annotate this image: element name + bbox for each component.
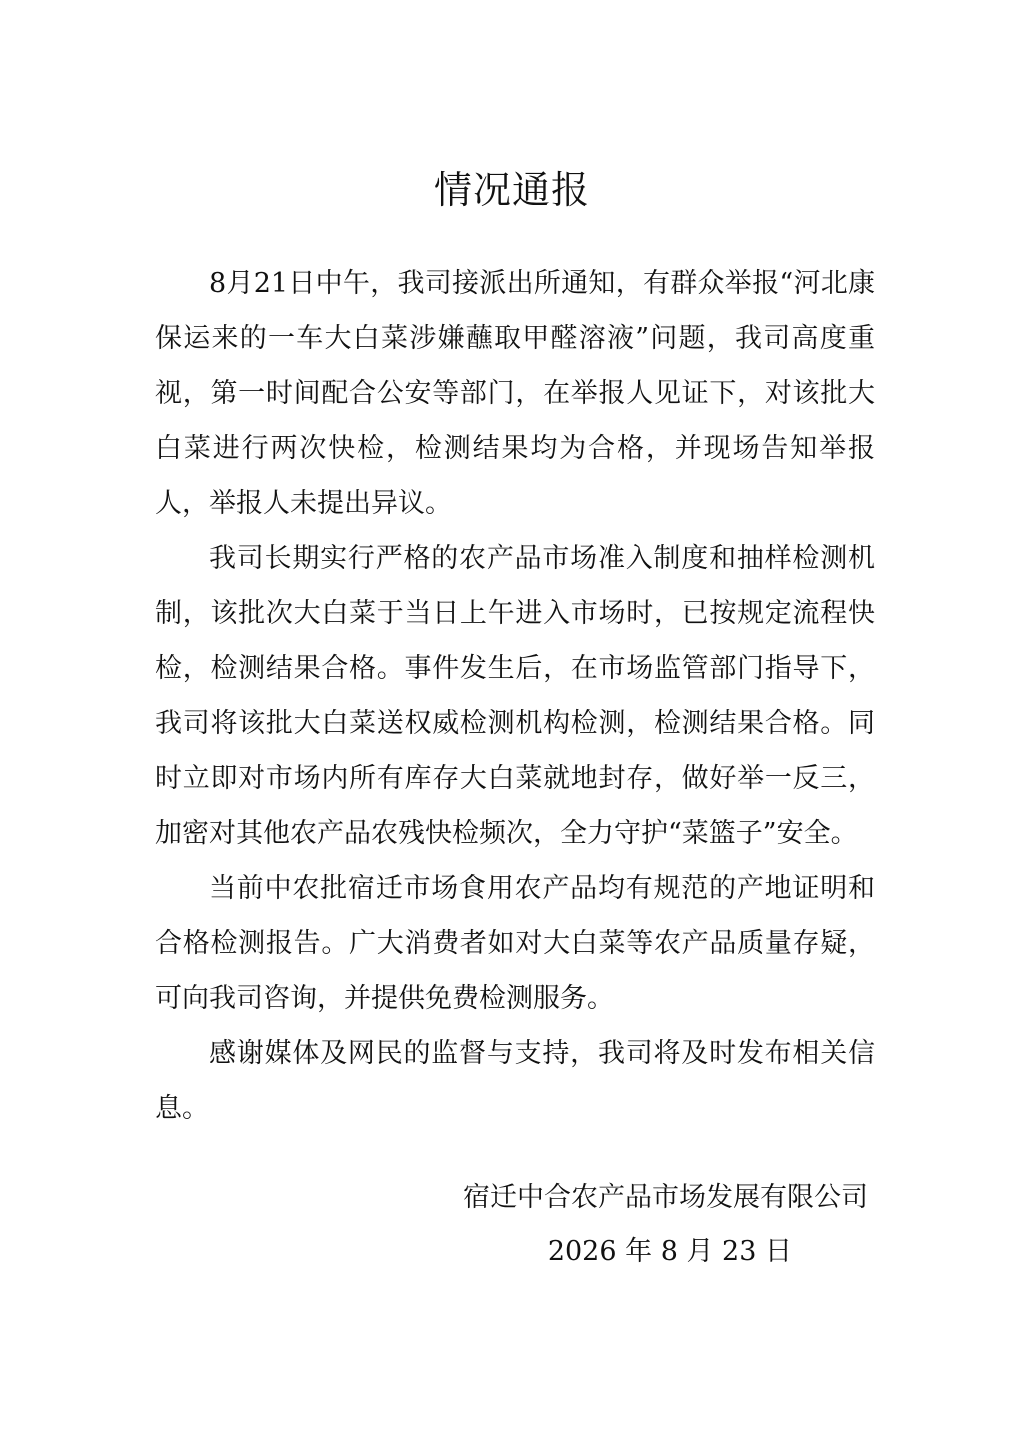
document-title: 情况通报	[433, 168, 590, 212]
paragraph-1: 8月21日中午，我司接派出所通知，有群众举报“河北康保运来的一车大白菜涉嫌蘸取甲醛溶液”问题，我司高度重视，第一时间配合公安等部门，在举报人见证下，对该批大白菜进行两次快检，检测结果均为合格，并现场告知举报人，举报人未提出异议。	[155, 268, 875, 519]
paragraph-4: 感谢媒体及网民的监督与支持，我司将及时发布相关信息。	[155, 1038, 875, 1124]
signature-organization: 宿迁中合农产品市场发展有限公司	[463, 1182, 868, 1213]
paragraph-2: 我司长期实行严格的农产品市场准入制度和抽样检测机制，该批次大白菜于当日上午进入市场时，已按规定流程快检，检测结果合格。事件发生后，在市场监管部门指导下，我司将该批大白菜送权威检测机构检测，检测结果合格。同时立即对市场内所有库存大白菜就地封存，做好举一反三，加密对其他农产品农残快检频次，全力守护“菜篮子”安全。	[155, 543, 875, 849]
signature-date: 2026 年 8 月 23 日	[547, 1236, 792, 1267]
paragraph-3: 当前中农批宿迁市场食用农产品均有规范的产地证明和合格检测报告。广大消费者如对大白菜等农产品质量存疑，可向我司咨询，并提供免费检测服务。	[155, 873, 875, 1014]
document-body	[155, 256, 875, 1136]
